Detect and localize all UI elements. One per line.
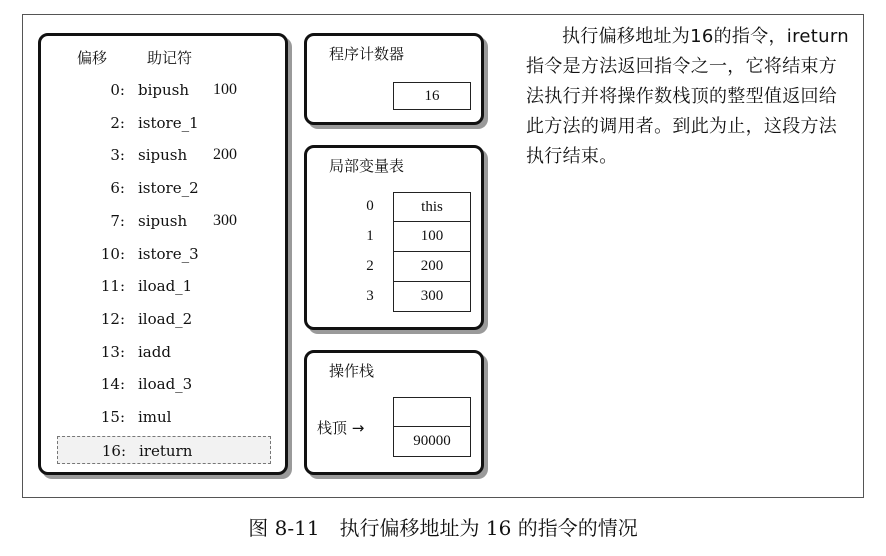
instruction-offset: 2: xyxy=(110,113,125,132)
instruction-mnemonic: sipush xyxy=(138,146,188,165)
operand-stack-cell: 90000 xyxy=(393,427,471,457)
instruction-mnemonic: iload_3 xyxy=(138,375,193,394)
instruction-header xyxy=(77,47,192,68)
operand-stack-cell xyxy=(393,397,471,427)
instruction-row-current xyxy=(57,436,271,464)
instruction-arg: 100 xyxy=(213,81,237,98)
instruction-row xyxy=(57,174,271,202)
local-variable-slot: 100 xyxy=(393,222,471,252)
local-variable-index: 1 xyxy=(366,228,374,244)
instruction-offset: 7: xyxy=(110,211,125,230)
instruction-row xyxy=(57,240,271,268)
mnemonic-header: 助记符 xyxy=(147,49,193,67)
instruction-mnemonic: iload_1 xyxy=(138,277,193,296)
instruction-offset: 3: xyxy=(110,146,125,165)
instruction-offset: 15: xyxy=(100,408,125,426)
operand-stack-title: 操作栈 xyxy=(329,362,375,380)
instruction-offset: 6: xyxy=(110,179,125,198)
instruction-mnemonic: sipush xyxy=(138,211,188,230)
instruction-row xyxy=(57,403,271,431)
instruction-offset: 16: xyxy=(101,441,126,460)
instruction-mnemonic: istore_3 xyxy=(138,244,199,263)
local-variable-index: 2 xyxy=(366,258,374,274)
instruction-row xyxy=(57,338,271,366)
stack-top-label xyxy=(317,417,364,438)
instruction-arg: 200 xyxy=(213,146,237,164)
instruction-arg: 300 xyxy=(213,211,237,229)
arrow-right-icon: → xyxy=(351,419,365,437)
instruction-mnemonic: istore_2 xyxy=(138,179,199,198)
instruction-panel xyxy=(38,33,288,475)
operand-stack-panel xyxy=(304,350,484,475)
instruction-row xyxy=(57,207,271,235)
instruction-row xyxy=(57,76,271,104)
instruction-row xyxy=(57,109,271,137)
instruction-mnemonic: ireturn xyxy=(139,441,193,460)
instruction-mnemonic: imul xyxy=(138,408,172,426)
local-variable-index: 0 xyxy=(366,198,374,214)
local-variable-slot: 200 xyxy=(393,252,471,282)
program-counter-value: 16 xyxy=(393,82,471,110)
instruction-row xyxy=(57,370,271,398)
instruction-mnemonic: bipush xyxy=(138,81,190,99)
instruction-offset: 0: xyxy=(110,81,125,99)
instruction-offset: 13: xyxy=(100,342,125,361)
instruction-row xyxy=(57,141,271,169)
figure-caption: 图 8-11 执行偏移地址为 16 的指令的情况 xyxy=(248,516,638,540)
instruction-offset: 10: xyxy=(100,244,125,263)
program-counter-panel xyxy=(304,33,484,125)
instruction-mnemonic: iload_2 xyxy=(138,309,193,328)
instruction-offset: 12: xyxy=(100,309,125,328)
instruction-row xyxy=(57,272,271,300)
instruction-row xyxy=(57,305,271,333)
program-counter-title: 程序计数器 xyxy=(329,45,405,63)
stack-top-text: 栈顶 xyxy=(317,419,348,437)
instruction-mnemonic: iadd xyxy=(138,342,171,361)
description-text: 执行偏移地址为16的指令，ireturn指令是方法返回指令之一，它将结束方法执行并将操作数栈顶的整型值返回给此方法的调用者。到此为止，这段方法执行结束。 xyxy=(526,26,849,167)
local-variable-slot: 300 xyxy=(393,282,471,312)
instruction-offset: 11: xyxy=(100,277,125,296)
local-variable-slot: this xyxy=(393,192,471,222)
offset-header: 偏移 xyxy=(77,49,108,67)
local-variables-title: 局部变量表 xyxy=(329,157,405,175)
local-variables-panel xyxy=(304,145,484,330)
local-variable-index: 3 xyxy=(366,288,374,304)
instruction-offset: 14: xyxy=(100,375,125,394)
instruction-mnemonic: istore_1 xyxy=(138,113,199,132)
